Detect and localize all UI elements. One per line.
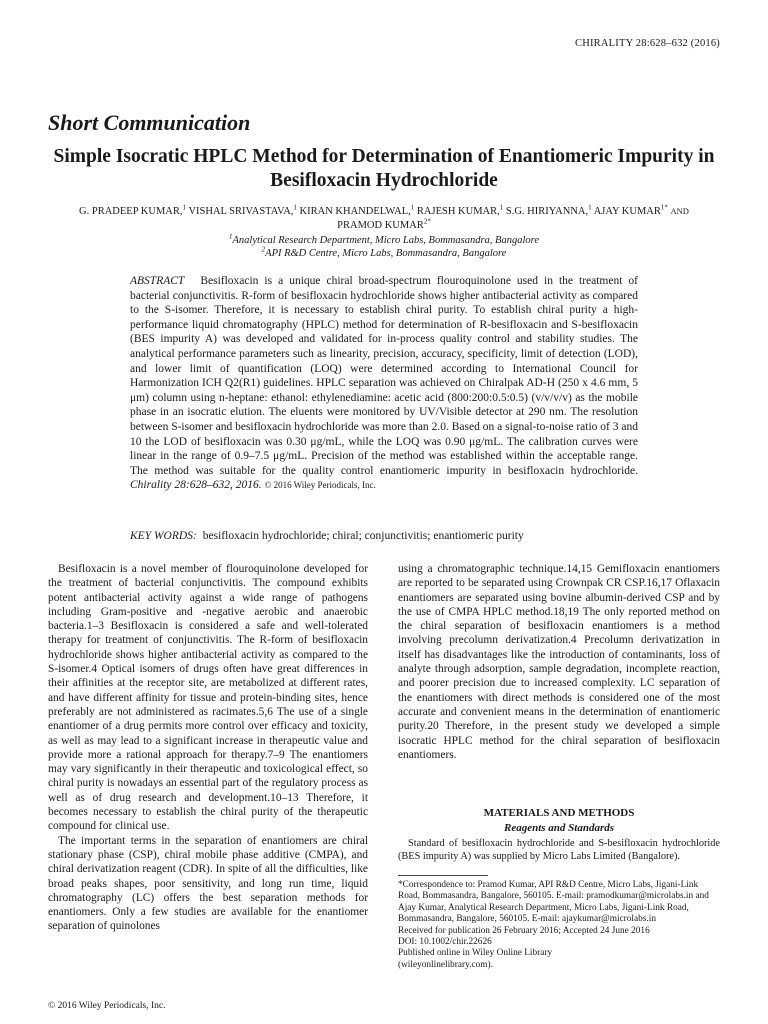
received-note: Received for publication 26 February 2016; Accepted 24 June 2016	[398, 925, 650, 936]
abstract-text: Besifloxacin is a unique chiral broad-spectrum flouroquinolone used in the treatment of bacterial conjunctivitis. R-form of besifloxacin hydrochloride shows higher antibacterial activity as compared to the S-isomer. Therefore, it is necessary to establish chiral purity. To establish chiral purity a high-performance liquid chromatography (HPLC) method for determination of R-besifloxacin and S-besifloxacin (BES impurity A) was developed and validated for in-process quality control and stability studies. The analytical performance parameters such as linearity, precision, accuracy, specificity, limit of detection (LOD), and lower limit of quantification (LOQ) were determined according to International Council for Harmonization ICH Q2(R1) guidelines. HPLC separation was achieved on Chiralpak AD-H (250 x 4.6 mm, 5 μm) column using n-heptane: ethanol: ethylenediamine: acetic acid (800:200:0.5:0.5) (v/v/v/v) as the mobile phase in an isocratic elution. The eluents were monitored by UV/Visible detector at 290 nm. The resolution between S-isomer and besifloxacin hydrochloride was more than 2.0. Based on a signal-to-noise ratio of 3 and 10 the LOD of besifloxacin was 0.30 μg/mL, while the LOQ was 0.90 μg/mL. The calibration curves were linear in the range of 0.9–7.5 μg/mL. Precision of the method was established within the acceptable range. The method was suitable for the quality control enantiomeric impurity in besifloxacin hydrochloride.	[130, 275, 639, 477]
library-note: (wileyonlinelibrary.com).	[398, 959, 493, 970]
methods-paragraph: Standard of besifloxacin hydrochloride and S-besifloxacin hydrochloride (BES impurity A) was supplied by Micro Labs Limited (Bangalore).	[398, 838, 720, 862]
methods-subheading: Reagents and Standards	[503, 822, 615, 834]
article-title: Simple Isocratic HPLC Method for Determination of Enantiomeric Impurity in Besifloxacin Hydrochloride	[53, 146, 715, 191]
abstract	[130, 274, 638, 493]
affiliations	[48, 232, 720, 260]
author: KIRAN KHANDELWAL,$^1$	[299, 203, 415, 217]
abstract-copyright: © 2016 Wiley Periodicals, Inc.	[264, 480, 376, 491]
author-list	[48, 204, 720, 233]
body-right-column	[398, 562, 720, 762]
paragraph: using a chromatographic technique.14,15 Gemifloxacin enantiomers are reported to be separated using Crownpak CR CSP.16,17 Oflaxacin enantiomers are separated using bovine albumin-derived CSP and by the use of CMPA HPLC method.18,19 The only reported method on the chiral separation of besifloxacin enantiomers is a method involving precolumn derivatization.4 Precolumn derivatization in itself has disadvantages like the introduction of contaminants, loss of analyte through adsorption, sample degradation, incomplete reaction, and poorer precision due to increased complexity. LC separation of the enantiomers with direct methods is considered one of the most accurate and convenient means in the determination of enantiomeric purity.20 Therefore, in the present study we developed a simple isocratic HPLC method for the chiral separation of besifloxacin enantiomers.	[398, 563, 720, 761]
keywords-text: besifloxacin hydrochloride; chiral; conjunctivitis; enantiomeric purity	[202, 530, 524, 542]
affiliation: $^2$API R&D Centre, Micro Labs, Bommasandra, Bangalore	[261, 245, 507, 259]
footer-copyright: © 2016 Wiley Periodicals, Inc.	[48, 1001, 166, 1011]
paragraph: The important terms in the separation of enantiomers are chiral stationary phase (CSP), chiral mobile phase additive (CMPA), and chiral derivatization reagent (CDR). In spite of all the difficulties, like broad peaks shapes, poor sensitivity, and long run time, liquid chromatography (LC) offers the best separation methods for enantiomers. Only a few studies are available for the enantiomer separation of quinolones	[48, 834, 368, 933]
keywords-label: KEY WORDS:	[130, 530, 197, 542]
author: VISHAL SRIVASTAVA,$^1$	[188, 203, 297, 217]
author: AJAY $KUMAR^{1*}$	[593, 203, 668, 217]
methods-heading: MATERIALS AND METHODS	[483, 807, 635, 819]
footnotes	[398, 880, 720, 971]
author: RAJESH KUMAR,$^1$	[416, 203, 504, 217]
author: G. PRADEEP KUMAR,$^1$	[79, 203, 187, 217]
author: S.G. HIRIYANNA,$^1$	[505, 203, 592, 217]
paragraph: Besifloxacin is a novel member of flouroquinolone developed for the treatment of bacterial conjunctivitis. The compound exhibits potent antibacterial activity against a wide range of pathogens including Gram-positive and -negative aerobic and anaerobic bacteria.1–3 Besifloxacin is considered a safe and well-tolerated therapy for treatment of conjunctivitis. The R-form of besifloxacin hydrochloride shows higher antibacterial activity as compared to the S-isomer.4 Optical isomers of drugs often have great differences in their affinities at the receptor site, are metabolized at different rates, and have different affinity for tissue and protein-binding sites, hence preferably are not administered as racimates.5,6 The use of a single enantiomer of a drug permits more control over efficacy and toxicity, as well as may lead to a significant increase in therapeutic value and provide more a rational approach for therapy.7–9 The enantiomers may vary significantly in their therapeutic and toxicological effect, so chiral purity is nowadays an essential part of the regulatory process as well as of drug research and development.10–13 Therefore, it becomes necessary to establish the chiral purity of the therapeutic compound for clinical use.	[48, 563, 368, 833]
journal-reference: CHIRALITY 28:628–632 (2016)	[575, 38, 720, 49]
keywords	[130, 530, 638, 542]
published-note: Published online in Wiley Online Library	[398, 948, 553, 959]
footnote-divider	[398, 875, 488, 876]
author: PRAMOD $KUMAR^{2*}$	[337, 217, 431, 231]
doi-note: DOI: 10.1002/chir.22626	[398, 937, 492, 948]
section-label: Short Communication	[48, 110, 251, 135]
abstract-citation: Chirality 28:628–632, 2016.	[130, 479, 262, 492]
body-left-column	[48, 562, 368, 934]
author-conjunction: AND	[670, 206, 689, 216]
affiliation: $^1$Analytical Research Department, Micro Labs, Bommasandra, Bangalore	[229, 232, 539, 246]
abstract-label: ABSTRACT	[130, 275, 185, 287]
correspondence-note: *Correspondence to: Pramod Kumar, API R&D Centre, Micro Labs, Jigani-Link Road, Bommasandra, Bangalore, 560105. E-mail: pramodkumar@microlabs.in and Ajay Kumar, Analytical Research Department, Micro Labs, Jigani-Link Road, Bommasandra, Bangalore, 560105. E-mail: ajaykumar@microlabs.in	[398, 880, 709, 925]
